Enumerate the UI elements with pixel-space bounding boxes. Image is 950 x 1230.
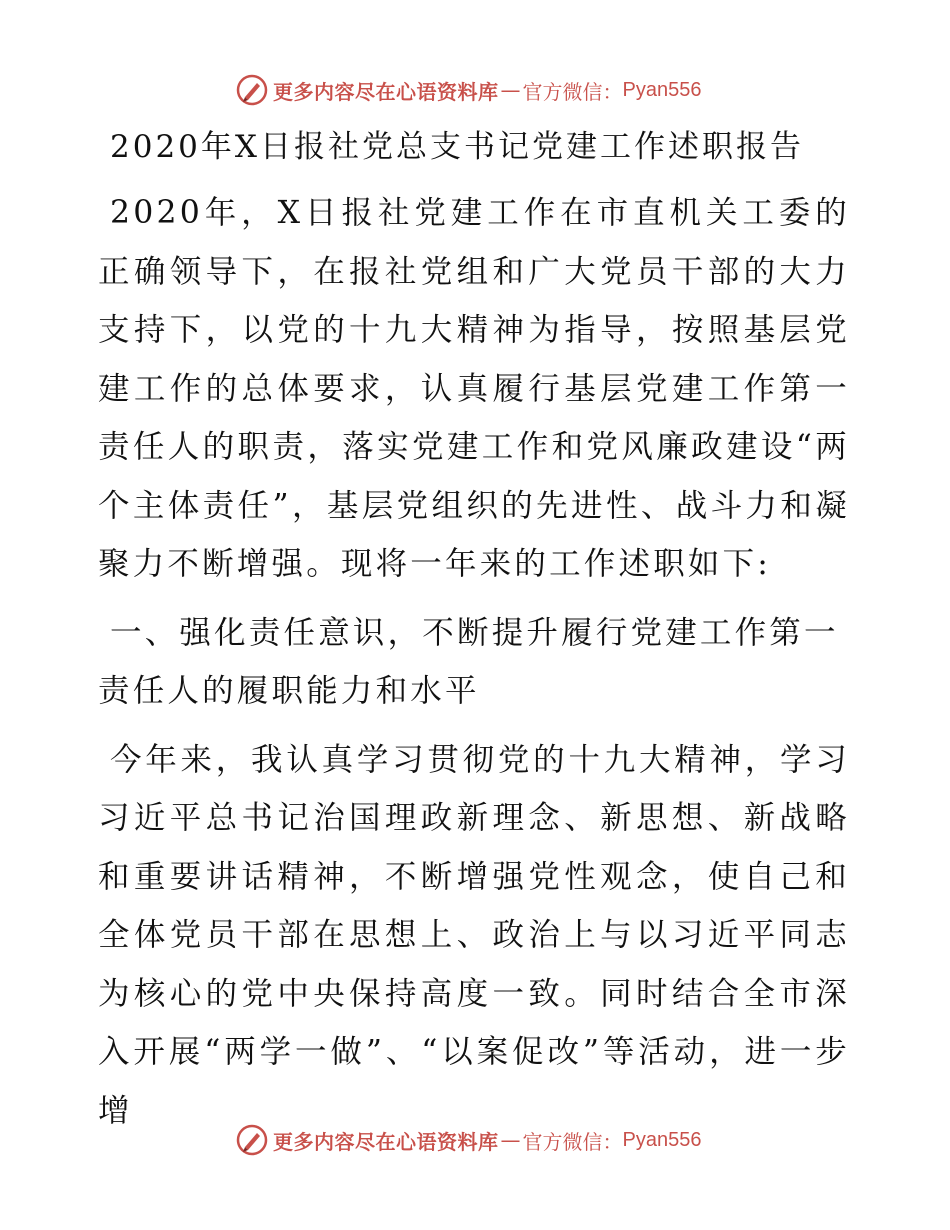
watermark-label: 官方微信： [522, 1129, 623, 1154]
section-heading: 一、强化责任意识，不断提升履行党建工作第一责任人的履职能力和水平 [98, 614, 839, 709]
intro-paragraph: 2020年，X日报社党建工作在市直机关工委的正确领导下，在报社党组和广大党员干部的大力支持下，以党的十九大精神为指导，按照基层党建工作的总体要求，认真履行基层党建工作第一责任人的职责，落实党建工作和党风廉政建设“两个主体责任”，基层党组织的先进性、战斗力和凝聚力不断增强。现将一年来的工作述职如下: [98, 195, 850, 582]
watermark-text: 更多内容尽在心语资料库 [273, 1129, 499, 1154]
watermark-separator: — [500, 1128, 521, 1152]
watermark-wechat-id: Pyan556 [622, 1128, 702, 1151]
pen-logo-icon [235, 73, 269, 107]
watermark-text: 更多内容尽在心语资料库 [273, 79, 499, 104]
pen-logo-icon [235, 1123, 269, 1157]
document-body [98, 120, 850, 1150]
watermark-wechat-id: Pyan556 [622, 78, 702, 101]
watermark-separator: — [500, 78, 521, 102]
watermark-label: 官方微信： [522, 79, 623, 104]
watermark-banner-top [235, 72, 701, 108]
document-title: 2020年X日报社党总支书记党建工作述职报告 [110, 129, 804, 165]
section-paragraph: 今年来，我认真学习贯彻党的十九大精神，学习习近平总书记治国理政新理念、新思想、新战略和重要讲话精神，不断增强党性观念，使自己和全体党员干部在思想上、政治上与以习近平同志为核心的党中央保持高度一致。同时结合全市深入开展“两学一做”、“以案促改”等活动，进一步增 [98, 741, 850, 1129]
watermark-banner-bottom [235, 1122, 701, 1158]
